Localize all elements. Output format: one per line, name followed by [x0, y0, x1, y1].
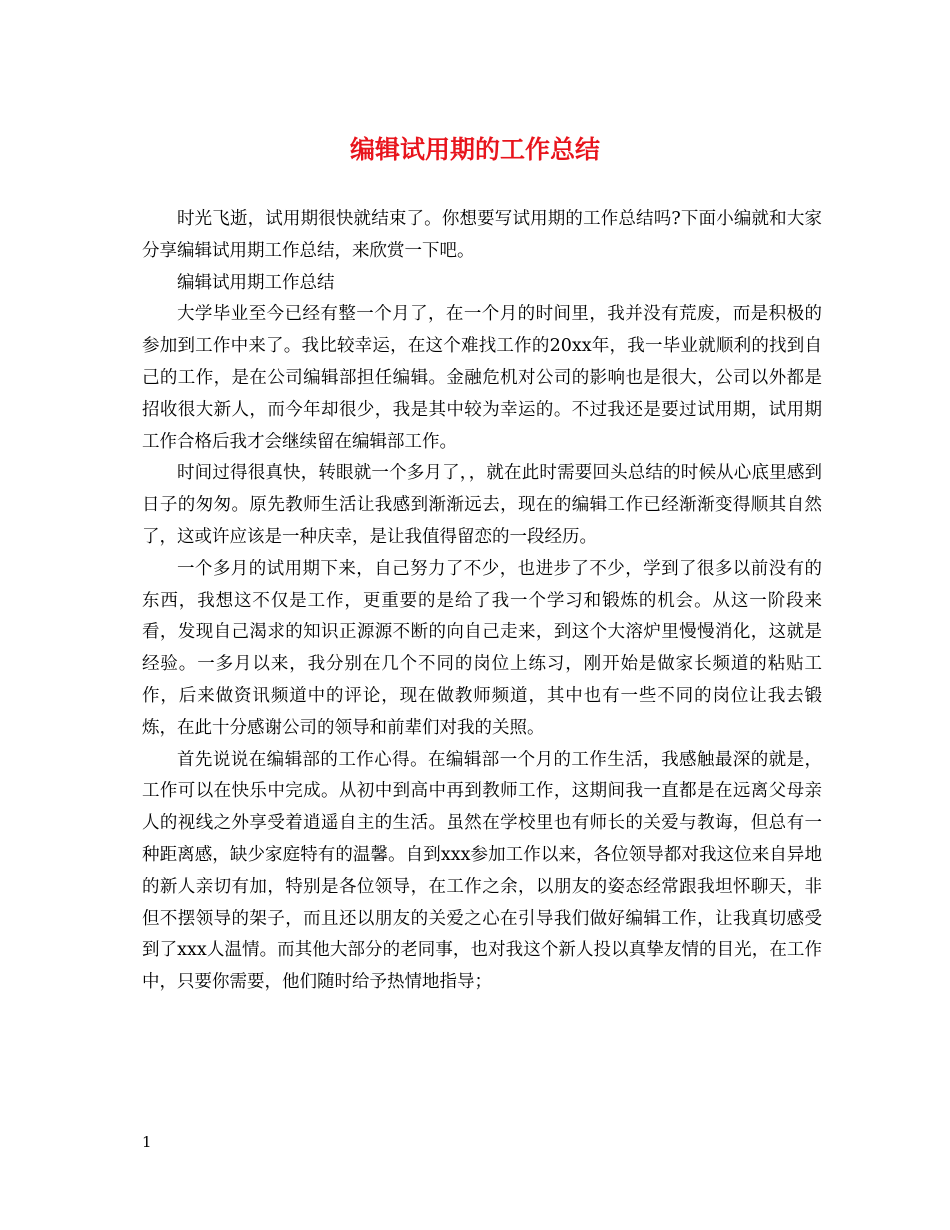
paragraph-learning: 一个多月的试用期下来，自己努力了不少，也进步了不少，学到了很多以前没有的东西，我想这不仅是工作，更重要的是给了我一个学习和锻炼的机会。从这一阶段来看，发现自己渴求的知识正源源不断的向自己走来，到这个大溶炉里慢慢消化，这就是经验。一多月以来，我分别在几个不同的岗位上练习，刚开始是做家长频道的粘贴工作，后来做资讯频道中的评论，现在做教师频道，其中也有一些不同的岗位让我去锻炼，在此十分感谢公司的领导和前辈们对我的关照。: [142, 558, 822, 738]
paragraph-intro: 时光飞逝，试用期很快就结束了。你想要写试用期的工作总结吗?下面小编就和大家分享编辑试用期工作总结，来欣赏一下吧。: [142, 209, 822, 261]
paragraph-graduation: 大学毕业至今已经有整一个月了，在一个月的时间里，我并没有荒废，而是积极的参加到工作中来了。我比较幸运，在这个难找工作的20xx年，我一毕业就顺利的找到自己的工作，是在公司编辑部担任编辑。金融危机对公司的影响也是很大，公司以外都是招收很大新人，而今年却很少，我是其中较为幸运的。不过我还是要过试用期，试用期工作合格后我才会继续留在编辑部工作。: [142, 304, 822, 452]
document-title: 编辑试用期的工作总结: [349, 135, 600, 164]
paragraph-time-passing: 时间过得很真快，转眼就一个多月了，，就在此时需要回头总结的时候从心底里感到日子的匆匆。原先教师生活让我感到渐渐远去，现在的编辑工作已经渐渐变得顺其自然了，这或许应该是一种庆幸，是让我值得留恋的一段经历。: [142, 463, 822, 547]
paragraph-subtitle: 编辑试用期工作总结: [177, 272, 335, 293]
paragraph-experience: 首先说说在编辑部的工作心得。在编辑部一个月的工作生活，我感触最深的就是，工作可以在快乐中完成。从初中到高中再到教师工作，这期间我一直都是在远离父母亲人的视线之外享受着逍遥自主的生活。虽然在学校里也有师长的关爱与教诲，但总有一种距离感，缺少家庭特有的温馨。自到xxx参加工作以来，各位领导都对我这位来自异地的新人亲切有加，特别是各位领导，在工作之余，以朋友的姿态经常跟我坦怀聊天，非但不摆领导的架子，而且还以朋友的关爱之心在引导我们做好编辑工作，让我真切感受到了xxx人温情。而其他大部分的老同事，也对我这个新人投以真挚友情的目光，在工作中，只要你需要，他们随时给予热情地指导；: [142, 749, 822, 993]
page-number: 1: [142, 1133, 152, 1151]
document-body: [142, 204, 822, 999]
